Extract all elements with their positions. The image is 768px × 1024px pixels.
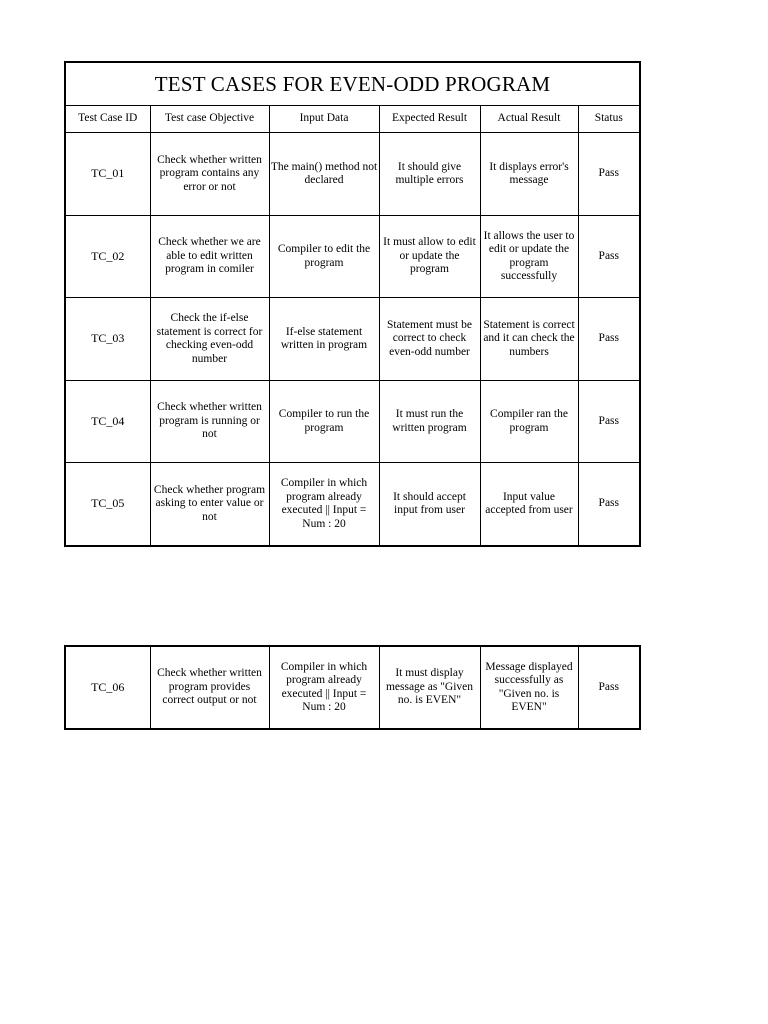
header-input-data: Input Data: [269, 106, 379, 133]
table-row: [65, 133, 640, 216]
cell-objective: Check whether program asking to enter value or not: [150, 463, 269, 547]
table-row: [65, 381, 640, 463]
cell-actual-result: It displays error's message: [480, 133, 578, 216]
table-row: [65, 298, 640, 381]
cell-expected-result: It should accept input from user: [379, 463, 480, 547]
table-row: [65, 216, 640, 298]
test-cases-table: [64, 61, 641, 547]
cell-input-data: If-else statement written in program: [269, 298, 379, 381]
cell-actual-result: It allows the user to edit or update the program successfully: [480, 216, 578, 298]
cell-test-case-id: TC_06: [65, 646, 150, 729]
header-test-case-id: Test Case ID: [65, 106, 150, 133]
cell-status: Pass: [578, 463, 640, 547]
header-expected-result: Expected Result: [379, 106, 480, 133]
cell-status: Pass: [578, 133, 640, 216]
cell-test-case-id: TC_05: [65, 463, 150, 547]
cell-input-data: Compiler to run the program: [269, 381, 379, 463]
table-header-row: [65, 106, 640, 133]
cell-objective: Check the if-else statement is correct for checking even-odd number: [150, 298, 269, 381]
cell-test-case-id: TC_03: [65, 298, 150, 381]
cell-actual-result: Input value accepted from user: [480, 463, 578, 547]
test-cases-table-continued: [64, 645, 641, 730]
cell-expected-result: It must allow to edit or update the program: [379, 216, 480, 298]
cell-input-data: Compiler to edit the program: [269, 216, 379, 298]
cell-actual-result: Statement is correct and it can check the numbers: [480, 298, 578, 381]
cell-objective: Check whether written program provides correct output or not: [150, 646, 269, 729]
cell-input-data: Compiler in which program already executed || Input = Num : 20: [269, 463, 379, 547]
cell-actual-result: Message displayed successfully as "Given no. is EVEN": [480, 646, 578, 729]
cell-objective: Check whether written program contains any error or not: [150, 133, 269, 216]
cell-status: Pass: [578, 381, 640, 463]
cell-expected-result: It must display message as "Given no. is EVEN": [379, 646, 480, 729]
table-row: [65, 463, 640, 547]
cell-expected-result: It should give multiple errors: [379, 133, 480, 216]
cell-objective: Check whether written program is running or not: [150, 381, 269, 463]
cell-test-case-id: TC_02: [65, 216, 150, 298]
cell-expected-result: Statement must be correct to check even-odd number: [379, 298, 480, 381]
cell-test-case-id: TC_01: [65, 133, 150, 216]
cell-status: Pass: [578, 646, 640, 729]
cell-input-data: The main() method not declared: [269, 133, 379, 216]
cell-actual-result: Compiler ran the program: [480, 381, 578, 463]
header-objective: Test case Objective: [150, 106, 269, 133]
header-status: Status: [578, 106, 640, 133]
cell-test-case-id: TC_04: [65, 381, 150, 463]
cell-status: Pass: [578, 216, 640, 298]
cell-objective: Check whether we are able to edit written program in comiler: [150, 216, 269, 298]
page-title: TEST CASES FOR EVEN-ODD PROGRAM: [65, 62, 640, 106]
table-row: [65, 646, 640, 729]
cell-status: Pass: [578, 298, 640, 381]
cell-expected-result: It must run the written program: [379, 381, 480, 463]
cell-input-data: Compiler in which program already executed || Input = Num : 20: [269, 646, 379, 729]
header-actual-result: Actual Result: [480, 106, 578, 133]
